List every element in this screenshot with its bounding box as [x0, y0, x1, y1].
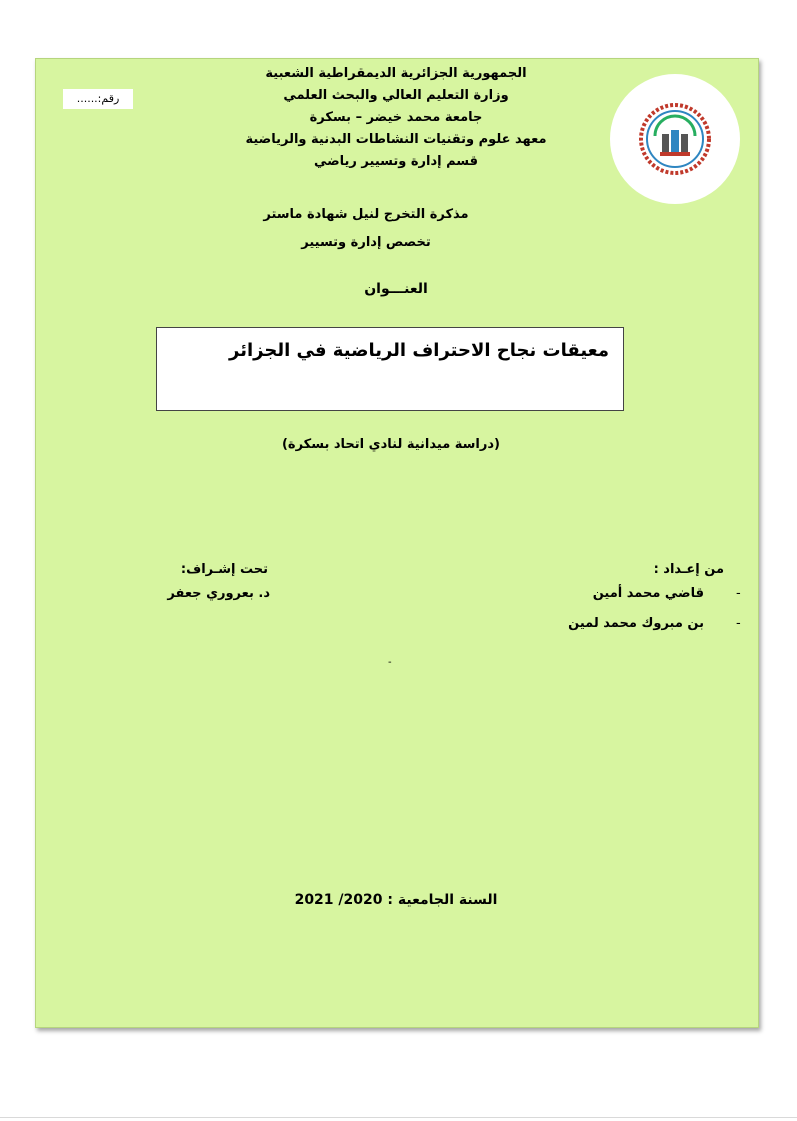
header-department: قسم إدارة وتسيير رياضي	[313, 154, 479, 169]
reference-number: رقم:......	[63, 89, 133, 109]
specialty-line: تخصص إدارة وتسيير	[301, 235, 431, 250]
author-bullet: -	[736, 586, 741, 601]
page-separator	[0, 1117, 797, 1118]
supervisor-name: د. بعروري جعفر	[167, 586, 270, 601]
authors-label: من إعـداد :	[653, 562, 724, 577]
title-label: العنـــوان	[364, 281, 428, 297]
header-ministry: وزارة التعليم العالي والبحث العلمي	[283, 88, 509, 103]
cover-page	[35, 58, 759, 1028]
author-bullet: -	[736, 616, 741, 631]
header-republic: الجمهورية الجزائرية الديمقراطية الشعبية	[265, 66, 527, 81]
supervisor-label: تحت إشـراف:	[180, 562, 268, 577]
thesis-title: معيقات نجاح الاحتراف الرياضية في الجزائر	[229, 340, 609, 361]
header-university: جامعة محمد خيضر – بسكرة	[309, 110, 483, 125]
thesis-subtitle: (دراسة ميدانية لنادي اتحاد بسكرة)	[281, 437, 500, 452]
degree-line: مذكرة التخرج لنيل شهادة ماستر	[263, 207, 469, 222]
university-logo-icon	[610, 74, 740, 204]
author-name-2: بن مبروك محمد لمين	[568, 616, 704, 631]
header-institute: معهد علوم وتقنيات النشاطات البدنية والرياضية	[245, 132, 547, 147]
title-box	[156, 327, 624, 411]
author-name-1: قاضي محمد أمين	[592, 586, 704, 601]
academic-year: السنة الجامعية : 2020/ 2021	[294, 892, 498, 908]
stray-mark: -	[388, 657, 392, 668]
university-logo	[610, 74, 740, 204]
